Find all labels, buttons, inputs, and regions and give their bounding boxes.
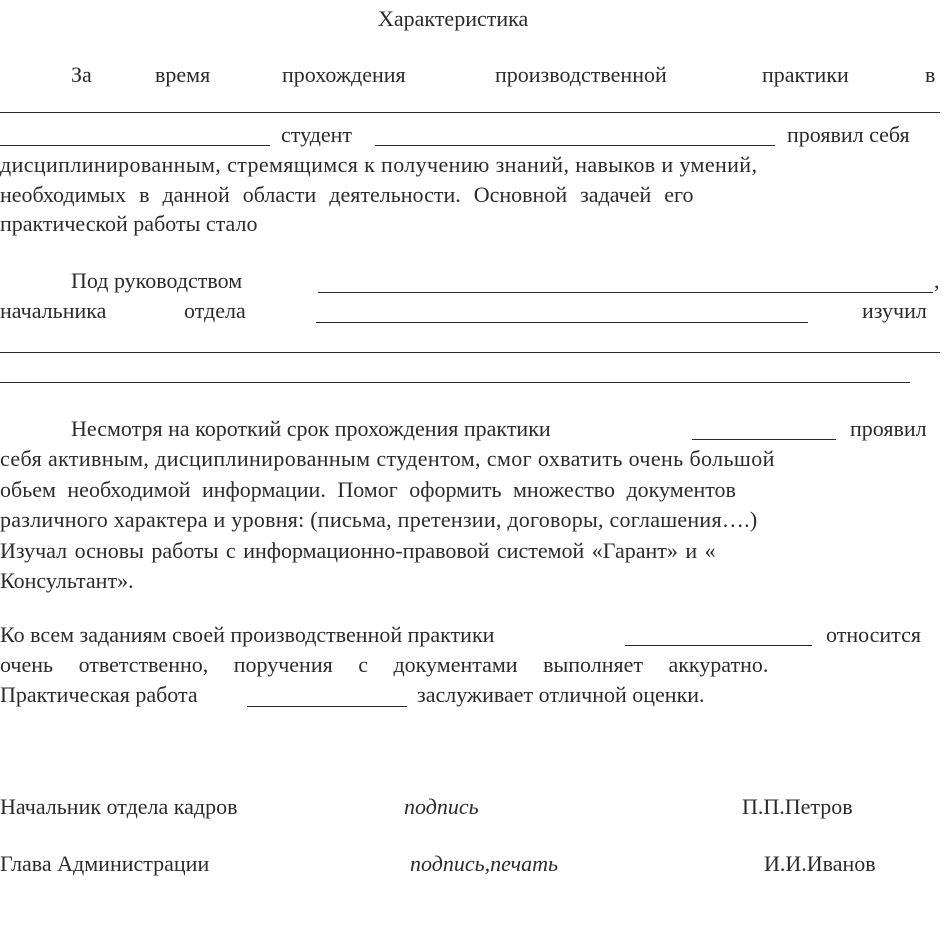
paragraph-line: Изучал основы работы с информационно-правовой системой «Гарант» и « (0, 538, 716, 563)
text-comma: , (934, 268, 940, 293)
signer-name: И.И.Иванов (764, 851, 876, 876)
paragraph-line: себя активным, дисциплинированным студентом, смог охватить очень большой (0, 446, 775, 471)
blank-organization-cont[interactable] (0, 145, 270, 146)
paragraph-line: Консультант». (0, 568, 134, 593)
word-vremya: время (155, 62, 211, 87)
word-prokhozhdeniya: прохождения (282, 62, 406, 87)
paragraph-line: обьем необходимой информации. Помог оформить множество документов (0, 477, 736, 502)
blank-studied-topics-cont[interactable] (0, 382, 910, 383)
paragraph-line: необходимых в данной области деятельности. Основной задачей его (0, 182, 694, 207)
word-relates: относится (826, 622, 921, 647)
word-proizvodstvennoy: производственной (495, 62, 667, 87)
word-chief: начальника (0, 298, 107, 323)
signer-name: П.П.Петров (742, 794, 853, 819)
text-practical-work: Практическая работа (0, 682, 198, 707)
word-studied: изучил (862, 298, 927, 323)
signature-mark: подпись,печать (410, 851, 558, 876)
document-title: Характеристика (378, 6, 529, 31)
word-v: в (925, 62, 936, 87)
word-student: студент (281, 122, 353, 147)
blank-organization[interactable] (0, 112, 940, 113)
blank-supervisor-name[interactable] (318, 292, 933, 293)
signer-position: Глава Администрации (0, 851, 210, 876)
blank-student-attitude[interactable] (625, 645, 812, 646)
signature-mark: подпись (404, 794, 479, 819)
paragraph-line: дисциплинированным, стремящимся к получению знаний, навыков и умений, (0, 152, 758, 177)
blank-student-work[interactable] (247, 706, 407, 707)
paragraph-line: Ко всем заданиям своей производственной практики (0, 622, 495, 647)
paragraph-line: очень ответственно, поручения с документами выполняет аккуратно. (0, 652, 769, 677)
paragraph-line: различного характера и уровня: (письма, претензии, договоры, соглашения….) (0, 507, 758, 532)
signer-position: Начальник отдела кадров (0, 794, 238, 819)
blank-student-short[interactable] (692, 439, 836, 440)
word-za: За (71, 62, 92, 87)
blank-studied-topics[interactable] (0, 352, 940, 353)
text-deserves-grade: заслуживает отличной оценки. (417, 682, 705, 707)
blank-student-name[interactable] (375, 145, 775, 146)
paragraph-line: практической работы стало (0, 211, 258, 236)
word-department: отдела (184, 298, 246, 323)
word-showed: проявил (850, 416, 927, 441)
blank-department-name[interactable] (316, 322, 808, 323)
paragraph-line: Несмотря на короткий срок прохождения практики (71, 416, 551, 441)
text-showed-self: проявил себя (787, 122, 910, 147)
word-praktiki: практики (762, 62, 849, 87)
text-under-supervision: Под руководством (71, 268, 243, 293)
